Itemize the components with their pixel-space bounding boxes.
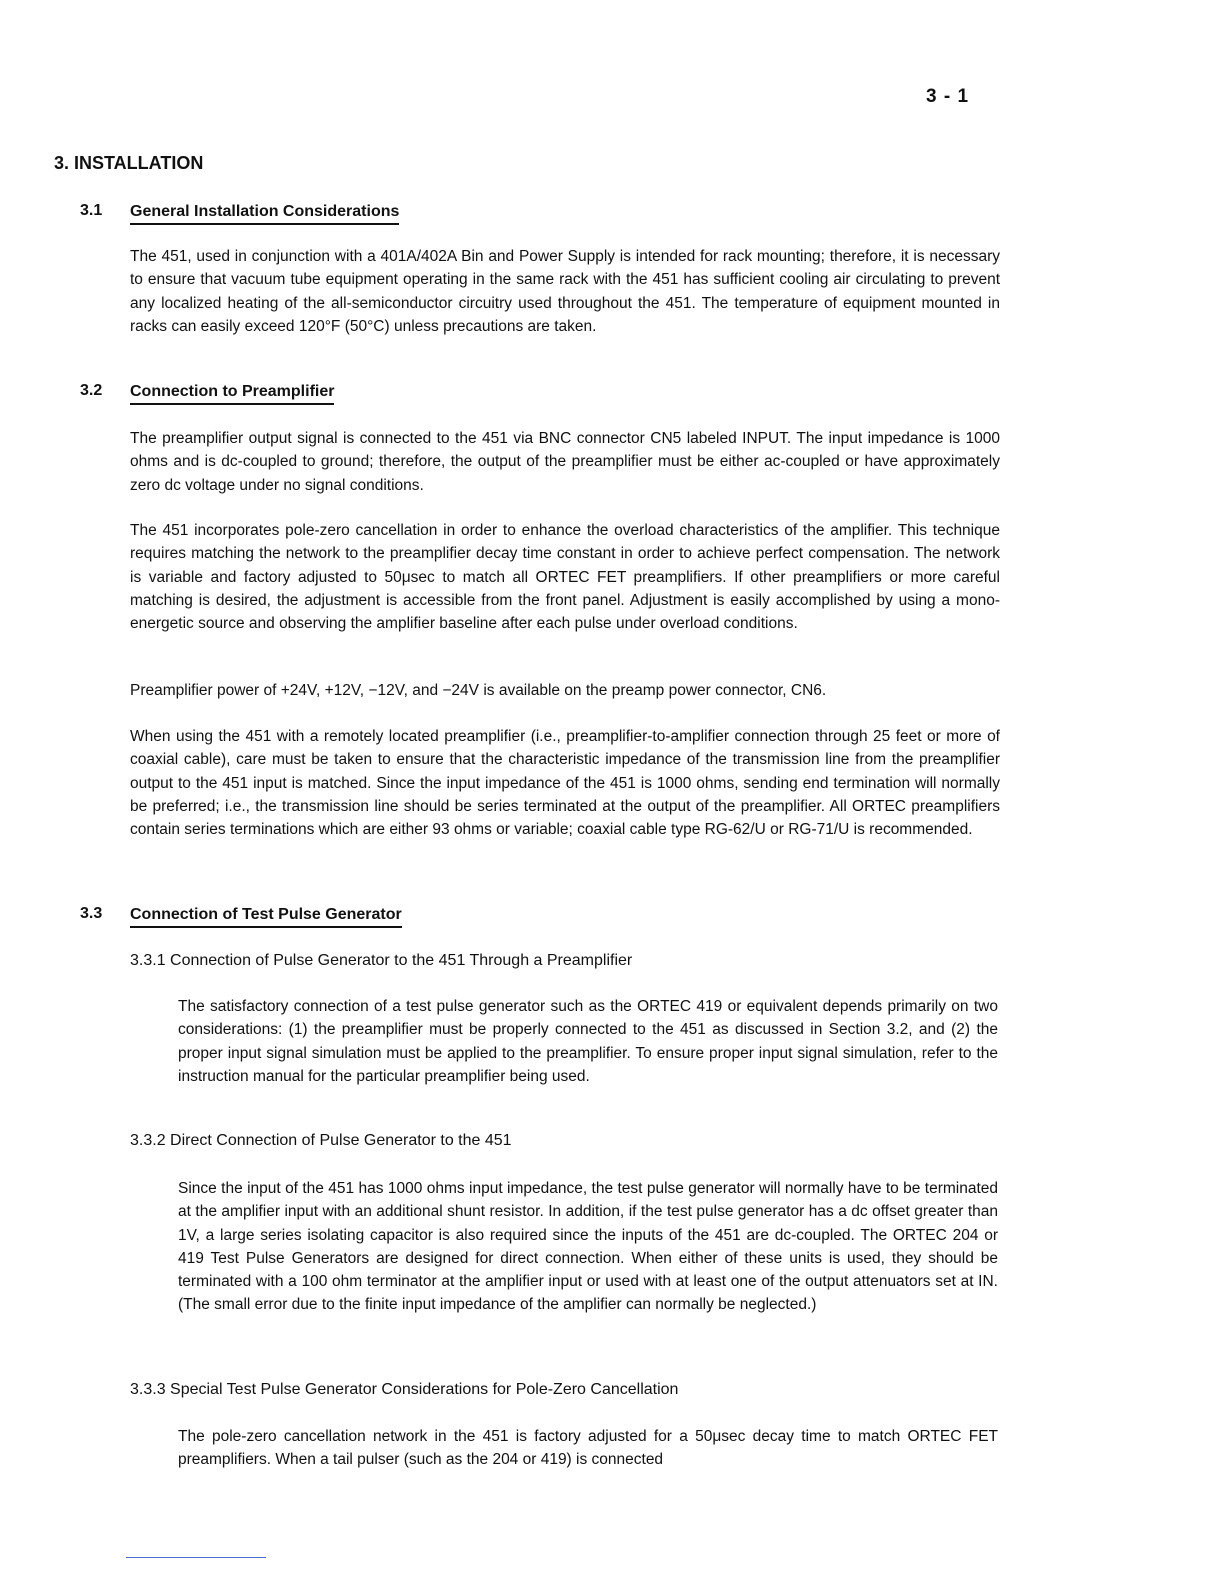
section-3-2-paragraph-1: The preamplifier output signal is connected to the 451 via BNC connector CN5 labeled INPUT. The input impedance is 1000 ohms and is dc-coupled to ground; therefore, the output of the preamplifier must be either ac-coupled or have approximately zero dc voltage under no signal conditions. (130, 430, 1000, 494)
subsection-3-3-2-title: 3.3.2 Direct Connection of Pulse Generator to the 451 (130, 1132, 512, 1149)
section-3-1-paragraph: The 451, used in conjunction with a 401A/402A Bin and Power Supply is intended for rack mounting; therefore, it is necessary to ensure that vacuum tube equipment operating in the same rack with the 451 has sufficient cooling air circulating to prevent any localized heating of the all-semiconductor circuitry used throughout the 451. The temperature of equipment mounted in racks can easily exceed 120°F (50°C) unless precautions are taken. (130, 248, 1000, 335)
subsection-3-3-3-text: The pole-zero cancellation network in the 451 is factory adjusted for a 50μsec decay time to match ORTEC FET preamplifiers. When a tail pulser (such as the 204 or 419) is connected (178, 1428, 998, 1469)
footnote-rule (126, 1557, 266, 1558)
section-3-2-paragraph-4: When using the 451 with a remotely located preamplifier (i.e., preamplifier-to-amplifier connection through 25 feet or more of coaxial cable), care must be taken to ensure that the characteristic impedance of the transmission line from the preamplifier output to the 451 input is matched. Since the input impedance of the 451 is 1000 ohms, sending end termination will normally be preferred; i.e., the transmission line should be series terminated at the output of the preamplifier. All ORTEC preamplifiers contain series terminations which are either 93 ohms or variable; coaxial cable type RG-62/U or RG-71/U is recommended. (130, 728, 1000, 839)
subsection-3-3-1-title: 3.3.1 Connection of Pulse Generator to the 451 Through a Preamplifier (130, 952, 633, 969)
page-number: 3 - 1 (926, 86, 970, 107)
subsection-3-3-1-text: The satisfactory connection of a test pulse generator such as the ORTEC 419 or equivalent depends primarily on two considerations: (1) the preamplifier must be properly connected to the 451 as discussed in Section 3.2, and (2) the proper input signal simulation must be applied to the preamplifier. To ensure proper input signal simulation, refer to the instruction manual for the particular preamplifier being used. (178, 998, 998, 1085)
subsection-3-3-3-title: 3.3.3 Special Test Pulse Generator Considerations for Pole-Zero Cancellation (130, 1381, 679, 1398)
section-3-1-title: General Installation Considerations (130, 202, 399, 225)
chapter-title: 3. INSTALLATION (54, 153, 204, 173)
section-3-2-paragraph-3: Preamplifier power of +24V, +12V, −12V, and −24V is available on the preamp power connector, CN6. (130, 682, 827, 699)
section-3-3-title: Connection of Test Pulse Generator (130, 905, 402, 928)
subsection-3-3-2-text: Since the input of the 451 has 1000 ohms input impedance, the test pulse generator will normally have to be terminated at the amplifier input with an additional shunt resistor. In addition, if the test pulse generator has a dc offset greater than 1V, a large series isolating capacitor is also required since the inputs of the 451 are dc-coupled. The ORTEC 204 or 419 Test Pulse Generators are designed for direct connection. When either of these units is used, they should be terminated with a 100 ohm terminator at the amplifier input or used with at least one of the output attenuators set at IN. (The small error due to the finite input impedance of the amplifier can normally be neglected.) (178, 1180, 998, 1314)
section-3-2-number: 3.2 (80, 382, 103, 399)
section-3-2-title: Connection to Preamplifier (130, 382, 334, 405)
section-3-1-number: 3.1 (80, 202, 103, 219)
section-3-3-number: 3.3 (80, 905, 103, 922)
section-3-2-paragraph-2: The 451 incorporates pole-zero cancellation in order to enhance the overload characteristics of the amplifier. This technique requires matching the network to the preamplifier decay time constant in order to achieve perfect compensation. The network is variable and factory adjusted to 50μsec to match all ORTEC FET preamplifiers. If other preamplifiers or more careful matching is desired, the adjustment is accessible from the front panel. Adjustment is easily accomplished by using a mono-energetic source and observing the amplifier baseline after each pulse under overload conditions. (130, 522, 1000, 633)
